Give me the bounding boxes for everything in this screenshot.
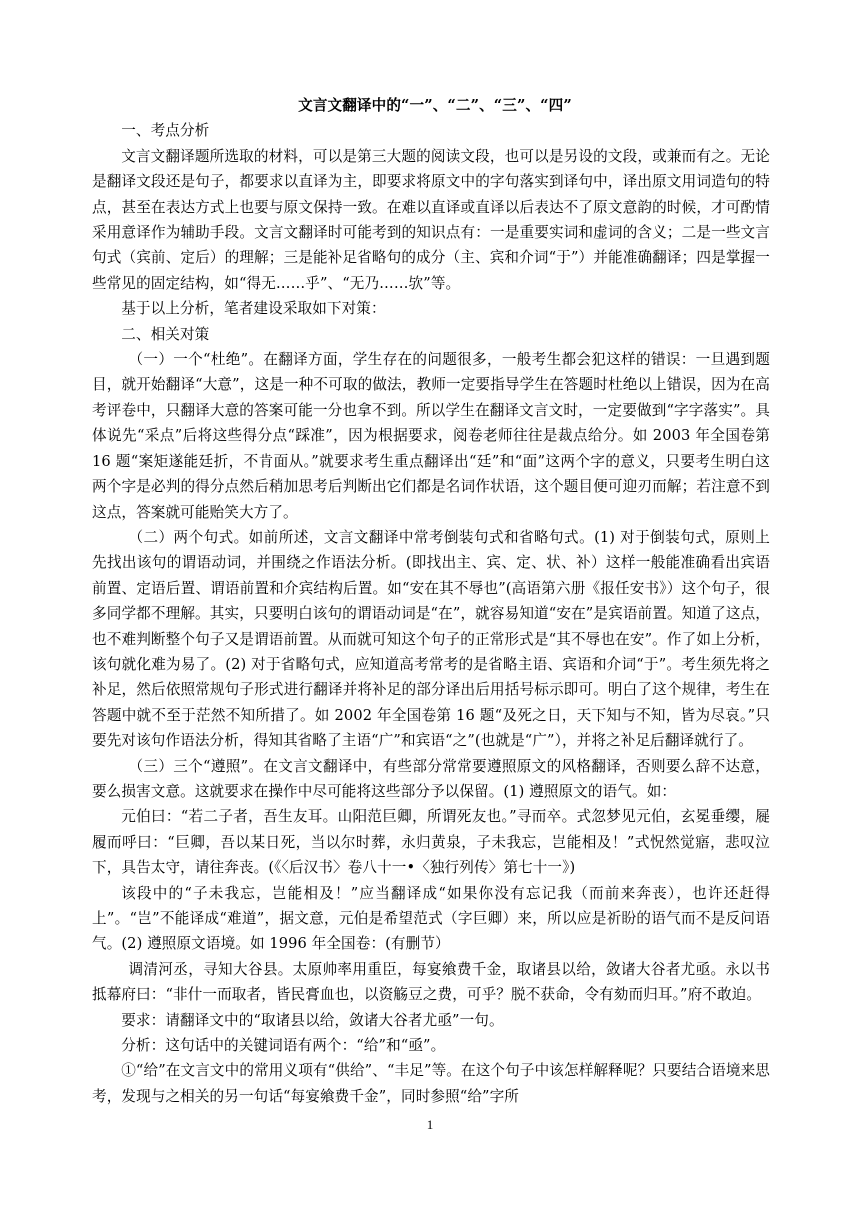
paragraph-requirement: 要求：请翻译文中的“取诸县以给，敛诸大谷者尤亟”一句。 <box>121 1011 504 1029</box>
paragraph-strategy-three: （三）三个“遵照”。在文言文翻译中，有些部分常常要遵照原文的风格翻译，否则要么辞不达意，要么损害文意。这就要求在操作中尽可能将这些部分予以保留。(1) 遵照原文的语气。如： <box>92 757 770 800</box>
paragraph-strategy-intro: 基于以上分析，笔者建设采取如下对策： <box>121 300 386 318</box>
page-number: 1 <box>426 1117 434 1132</box>
paragraph-quote-analysis: 该段中的“子未我忘，岂能相及！”应当翻译成“如果你没有忘记我（而前来奔丧），也许还赶得上”。“岂”不能译成“难道”，据文意，元伯是希望范式（字巨卿）来，所以应是祈盼的语气而不是反问语气。(2) 遵照原文语境。如 1996 年全国卷：(有删节） <box>92 884 770 953</box>
paragraph-quote-1996: 调清河丞，寻知大谷县。太原帅率用重臣，每宴飨费千金，取诸县以给，敛诸大谷者尤亟。永以书抵幕府曰：“非什一而取者，皆民膏血也，以资觞豆之费，可乎？脱不获命，令有劾而归耳。”府不敢迫。 <box>92 960 770 1004</box>
paragraph-strategy-one: （一）一个“杜绝”。在翻译方面，学生存在的问题很多，一般考生都会犯这样的错误：一旦遇到题目，就开始翻译“大意”，这是一种不可取的做法，教师一定要指导学生在答题时杜绝以上错误，因为在高考评卷中，只翻译大意的答案可能一分也拿不到。所以学生在翻译文言文时，一定要做到“字字落实”。具体说先“采点”后将这些得分点“踩准”，因为根据要求，阅卷老师往往是裁点给分。如 2003 年全国卷第 16 题“案矩遂能廷折，不肯面从。”就要求考生重点翻译出“廷”和“面”这两个字的意义，只要考生明白这两个字是必判的得分点然后稍加思考后判断出它们都是名词作状语，这个题目便可迎刃而解；若注意不到这点，答案就可能贻笑大方了。 <box>92 351 770 521</box>
document-body <box>92 93 770 1109</box>
paragraph-quote-houhanshu: 元伯曰：“若二子者，吾生友耳。山阳范巨卿，所谓死友也。”寻而卒。式忽梦见元伯，玄冕垂缨，屣履而呼曰：“巨卿，吾以某日死，当以尔时葬，永归黄泉，子未我忘，岂能相及！”式怳然觉寤，悲叹泣下，具告太守，请往奔丧。(《〈后汉书〉卷八十一•〈独行列传〉第七十一》) <box>92 808 770 877</box>
section-heading-analysis: 一、考点分析 <box>121 122 210 140</box>
paragraph-gei-analysis: ①“给”在文言文中的常用义项有“供给”、“丰足”等。在这个句子中该怎样解释呢？只要结合语境来思考，发现与之相关的另一句话“每宴飨费千金”，同时参照“给”字所 <box>92 1062 770 1105</box>
paragraph-key-terms: 分析：这句话中的关键词语有两个：“给”和“亟”。 <box>121 1037 446 1055</box>
document-title: 文言文翻译中的“一”、“二”、“三”、“四” <box>298 97 572 114</box>
section-heading-strategies: 二、相关对策 <box>121 325 210 343</box>
paragraph-analysis: 文言文翻译题所选取的材料，可以是第三大题的阅读文段，也可以是另设的文段，或兼而有之。无论是翻译文段还是句子，都要求以直译为主，即要求将原文中的字句落实到译句中，译出原文用词造句的特点，甚至在表达方式上也要与原文保持一致。在难以直译或直译以后表达不了原文意韵的时候，才可酌情采用意译作为辅助手段。文言文翻译时可能考到的知识点有：一是重要实词和虚词的含义；二是一些文言句式（宾前、定后）的理解；三是能补足省略句的成分（主、宾和介词“于”）并能准确翻译；四是掌握一些常见的固定结构，如“得无……乎”、“无乃……欤”等。 <box>92 147 770 292</box>
paragraph-strategy-two: （二）两个句式。如前所述，文言文翻译中常考倒装句式和省略句式。(1) 对于倒装句式，原则上先找出该句的谓语动词，并围绕之作语法分析。(即找出主、宾、定、状、补）这样一般能准确看出宾语前置、定语后置、谓语前置和介宾结构后置。如“安在其不辱也”(高语第六册《报任安书》）这个句子，很多同学都不理解。其实，只要明白该句的谓语动词是“在”，就容易知道“安在”是宾语前置。知道了这点，也不难判断整个句子又是谓语前置。从而就可知这个句子的正常形式是“其不辱也在安”。作了如上分析，该句就化难为易了。(2) 对于省略句式，应知道高考常考的是省略主语、宾语和介词“于”。考生须先将之补足，然后依照常规句子形式进行翻译并将补足的部分译出后用括号标示即可。明白了这个规律，考生在答题中就不至于茫然不知所措了。如 2002 年全国卷第 16 题“及死之日，天下知与不知，皆为尽哀。”只要先对该句作语法分析，得知其省略了主语“广”和宾语“之”(也就是“广”），并将之补足后翻译就行了。 <box>92 528 770 750</box>
